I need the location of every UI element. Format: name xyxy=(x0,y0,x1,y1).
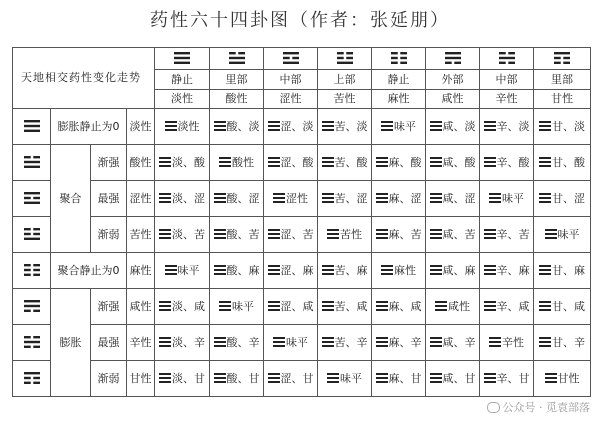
hexagram-icon xyxy=(322,121,334,132)
hexagram-cell xyxy=(534,145,591,181)
cell-text: 淡、甘 xyxy=(172,371,205,385)
hexagram-cell xyxy=(264,217,318,253)
hexagram-cell xyxy=(318,253,372,289)
hexagram-icon xyxy=(484,157,496,168)
cell-text: 酸、辛 xyxy=(226,335,260,349)
hexagram-icon xyxy=(165,121,177,132)
hexagram-cell xyxy=(372,181,426,217)
hexagram-cell xyxy=(480,109,534,145)
row-nature-2: 涩性 xyxy=(127,181,155,217)
hexagram-icon xyxy=(430,157,442,168)
cell-text: 涩、咸 xyxy=(280,299,314,313)
gen-gen-icon xyxy=(554,52,570,65)
row-nature-7: 甘性 xyxy=(127,361,155,397)
hexagram-icon xyxy=(539,301,551,312)
col-position-1: 里部 xyxy=(210,70,264,90)
hexagram-icon xyxy=(484,301,496,312)
gen-kan-icon xyxy=(499,52,515,65)
cell-text: 涩、酸 xyxy=(280,155,314,169)
row-nature-1: 酸性 xyxy=(127,145,155,181)
hexagram-cell xyxy=(534,109,591,145)
hexagram-cell xyxy=(155,145,210,181)
hexagram-icon xyxy=(159,337,171,348)
gen-qian-icon xyxy=(174,52,190,65)
hexagram-cell xyxy=(372,361,426,397)
hexagram-icon xyxy=(381,265,393,276)
hexagram-cell xyxy=(318,181,372,217)
gen-kun-icon xyxy=(391,52,407,65)
gen-kun-icon xyxy=(24,264,40,277)
hexagram-icon xyxy=(214,373,226,384)
hexagram-icon xyxy=(159,157,171,168)
row-label-7: 渐弱 xyxy=(91,361,127,397)
col-trigram-2 xyxy=(264,48,318,70)
cell-text: 苦、辛 xyxy=(334,335,368,349)
hexagram-icon xyxy=(214,193,226,204)
hexagram-icon xyxy=(273,337,285,348)
row-trigram-7 xyxy=(13,361,51,397)
hexagram-cell xyxy=(318,109,372,145)
row-trigram-2 xyxy=(13,181,51,217)
cell-text: 涩、淡 xyxy=(280,119,314,133)
hexagram-cell xyxy=(534,361,591,397)
hexagram-icon xyxy=(376,157,388,168)
cell-text: 辛、甘 xyxy=(496,371,530,385)
hexagram-icon xyxy=(430,229,442,240)
row-label-6: 最强 xyxy=(91,325,127,361)
hexagram-cell xyxy=(264,109,318,145)
col-nature-6: 辛性 xyxy=(480,90,534,109)
hexagram-icon xyxy=(376,373,388,384)
hexagram-cell xyxy=(210,361,264,397)
cell-text: 麻、酸 xyxy=(388,155,422,169)
hexagram-icon xyxy=(484,265,496,276)
table-row xyxy=(13,325,591,361)
cell-text: 味平 xyxy=(394,119,416,133)
table-row xyxy=(13,361,591,397)
hexagram-cell xyxy=(372,253,426,289)
hexagram-cell xyxy=(426,325,480,361)
hexagram-cell xyxy=(480,253,534,289)
hexagram-cell xyxy=(155,253,210,289)
hexagram-icon xyxy=(484,373,496,384)
watermark-text: 公众号 · 觅袁部落 xyxy=(502,401,590,414)
hexagram-cell xyxy=(155,217,210,253)
hexagram-icon xyxy=(539,121,551,132)
hexagram-cell xyxy=(155,289,210,325)
hexagram-cell xyxy=(480,217,534,253)
hexagram-icon xyxy=(165,265,177,276)
cell-text: 味平 xyxy=(232,299,254,313)
col-nature-4: 麻性 xyxy=(372,90,426,109)
row-trigram-4 xyxy=(13,253,51,289)
row-label-5: 渐强 xyxy=(91,289,127,325)
row-nature-4: 麻性 xyxy=(127,253,155,289)
hexagram-cell xyxy=(264,325,318,361)
gen-qian-icon xyxy=(24,120,40,133)
hexagram-cell xyxy=(318,325,372,361)
cell-text: 淡、辛 xyxy=(172,335,205,349)
hexagram-cell xyxy=(264,253,318,289)
cell-text: 咸、甘 xyxy=(442,371,476,385)
table-row xyxy=(13,289,591,325)
cell-text: 甘、咸 xyxy=(552,299,585,313)
hexagram-table xyxy=(12,47,591,397)
col-position-6: 中部 xyxy=(480,70,534,90)
hexagram-cell xyxy=(318,361,372,397)
hexagram-icon xyxy=(539,193,551,204)
hexagram-cell xyxy=(318,289,372,325)
col-trigram-3 xyxy=(318,48,372,70)
col-position-4: 静止 xyxy=(372,70,426,90)
gen-dui-icon xyxy=(24,156,40,169)
cell-text: 苦、酸 xyxy=(334,155,368,169)
hexagram-icon xyxy=(322,193,334,204)
row-trigram-0 xyxy=(13,109,51,145)
row-nature-0: 淡性 xyxy=(127,109,155,145)
gen-xun-icon xyxy=(445,52,461,65)
table-row xyxy=(13,145,591,181)
cell-text: 苦、涩 xyxy=(334,191,368,205)
page-title: 药性六十四卦图（作者：张延朋） xyxy=(150,10,450,31)
cell-text: 麻、苦 xyxy=(388,227,422,241)
cell-text: 酸性 xyxy=(232,155,254,169)
row-trigram-3 xyxy=(13,217,51,253)
cell-text: 咸、辛 xyxy=(442,335,476,349)
cell-text: 味平 xyxy=(177,263,200,277)
col-nature-0: 淡性 xyxy=(155,90,210,109)
cell-text: 味平 xyxy=(340,371,362,385)
hexagram-cell xyxy=(426,145,480,181)
cell-text: 辛、苦 xyxy=(496,227,530,241)
hexagram-cell xyxy=(372,217,426,253)
hexagram-cell xyxy=(534,289,591,325)
col-trigram-7 xyxy=(534,48,591,70)
hexagram-cell xyxy=(210,145,264,181)
col-position-7: 里部 xyxy=(534,70,591,90)
hexagram-cell xyxy=(210,325,264,361)
col-position-0: 静止 xyxy=(155,70,210,90)
group-label: 膨胀 xyxy=(51,289,91,397)
hexagram-icon xyxy=(268,229,280,240)
col-nature-3: 苦性 xyxy=(318,90,372,109)
cell-text: 甘、酸 xyxy=(552,155,585,169)
cell-text: 咸、淡 xyxy=(442,119,476,133)
cell-text: 味平 xyxy=(557,227,580,241)
cell-text: 辛性 xyxy=(502,335,524,349)
hexagram-icon xyxy=(430,373,442,384)
hexagram-cell xyxy=(534,253,591,289)
hexagram-icon xyxy=(545,229,557,240)
cell-text: 苦、麻 xyxy=(334,263,368,277)
hexagram-cell xyxy=(426,217,480,253)
hexagram-cell xyxy=(264,289,318,325)
hexagram-cell xyxy=(426,289,480,325)
gen-xun-icon xyxy=(24,300,40,313)
row-label-1: 渐强 xyxy=(91,145,127,181)
cell-text: 咸性 xyxy=(448,299,470,313)
row-label-2: 最强 xyxy=(91,181,127,217)
hexagram-icon xyxy=(268,265,280,276)
hexagram-icon xyxy=(484,229,496,240)
gen-zhen-icon xyxy=(337,52,353,65)
hexagram-cell xyxy=(210,253,264,289)
hexagram-cell xyxy=(426,109,480,145)
col-nature-7: 甘性 xyxy=(534,90,591,109)
hexagram-icon xyxy=(214,337,226,348)
row-trigram-1 xyxy=(13,145,51,181)
col-trigram-6 xyxy=(480,48,534,70)
hexagram-icon xyxy=(327,229,339,240)
cell-text: 麻、涩 xyxy=(388,191,422,205)
col-position-5: 外部 xyxy=(426,70,480,90)
hexagram-icon xyxy=(214,229,226,240)
hexagram-icon xyxy=(322,337,334,348)
watermark xyxy=(487,399,591,415)
col-position-2: 中部 xyxy=(264,70,318,90)
hexagram-cell xyxy=(480,361,534,397)
hexagram-icon xyxy=(539,265,551,276)
cell-text: 淡、酸 xyxy=(172,155,205,169)
cell-text: 酸、麻 xyxy=(226,263,260,277)
table-row xyxy=(13,181,591,217)
row-nature-5: 咸性 xyxy=(127,289,155,325)
hexagram-icon xyxy=(268,121,280,132)
cell-text: 麻、辛 xyxy=(388,335,422,349)
cell-text: 辛、淡 xyxy=(496,119,530,133)
cell-text: 酸、淡 xyxy=(226,119,260,133)
col-trigram-4 xyxy=(372,48,426,70)
hexagram-cell xyxy=(210,217,264,253)
cell-text: 淡、咸 xyxy=(172,299,205,313)
hexagram-cell xyxy=(318,145,372,181)
hexagram-cell xyxy=(480,325,534,361)
col-nature-2: 涩性 xyxy=(264,90,318,109)
cell-text: 苦、咸 xyxy=(334,299,368,313)
hexagram-cell xyxy=(372,109,426,145)
col-trigram-5 xyxy=(426,48,480,70)
cell-text: 酸、涩 xyxy=(226,191,260,205)
table-row xyxy=(13,217,591,253)
cell-text: 酸、苦 xyxy=(226,227,260,241)
gen-li-icon xyxy=(24,192,40,205)
gen-gen-icon xyxy=(24,372,40,385)
hexagram-icon xyxy=(539,157,551,168)
hexagram-cell xyxy=(210,181,264,217)
hexagram-cell xyxy=(264,145,318,181)
cell-text: 苦性 xyxy=(340,227,362,241)
hexagram-cell xyxy=(210,289,264,325)
cell-text: 辛、麻 xyxy=(496,263,530,277)
row-trigram-5 xyxy=(13,289,51,325)
cell-text: 咸、涩 xyxy=(442,191,476,205)
col-position-3: 上部 xyxy=(318,70,372,90)
hexagram-cell xyxy=(534,325,591,361)
cell-text: 咸、酸 xyxy=(442,155,476,169)
hexagram-cell xyxy=(155,361,210,397)
cell-text: 苦、淡 xyxy=(334,119,368,133)
col-nature-1: 酸性 xyxy=(210,90,264,109)
gen-dui-icon xyxy=(229,52,245,65)
col-nature-5: 咸性 xyxy=(426,90,480,109)
cell-text: 甘性 xyxy=(557,371,580,385)
gen-kan-icon xyxy=(24,336,40,349)
hexagram-icon xyxy=(376,193,388,204)
cell-text: 涩、麻 xyxy=(280,263,314,277)
cell-text: 甘、辛 xyxy=(552,335,585,349)
hexagram-cell xyxy=(155,325,210,361)
hexagram-icon xyxy=(268,157,280,168)
hexagram-cell xyxy=(480,181,534,217)
row-nature-6: 辛性 xyxy=(127,325,155,361)
cell-text: 涩性 xyxy=(286,191,308,205)
hexagram-icon xyxy=(430,121,442,132)
hexagram-icon xyxy=(268,373,280,384)
cell-text: 涩、苦 xyxy=(280,227,314,241)
cell-text: 甘、麻 xyxy=(552,263,585,277)
corner-label: 天地相交药性变化走势 xyxy=(13,48,155,109)
row-label-4: 聚合静止为0 xyxy=(51,253,127,289)
hexagram-icon xyxy=(327,373,339,384)
hexagram-cell xyxy=(372,145,426,181)
cell-text: 淡性 xyxy=(177,119,200,133)
cell-text: 麻、甘 xyxy=(388,371,422,385)
hexagram-icon xyxy=(322,157,334,168)
col-trigram-0 xyxy=(155,48,210,70)
hexagram-icon xyxy=(484,121,496,132)
cell-text: 味平 xyxy=(502,191,524,205)
wechat-icon xyxy=(487,402,500,413)
col-trigram-1 xyxy=(210,48,264,70)
cell-text: 甘、淡 xyxy=(552,119,585,133)
hexagram-cell xyxy=(155,109,210,145)
cell-text: 咸、麻 xyxy=(442,263,476,277)
hexagram-cell xyxy=(426,253,480,289)
hexagram-icon xyxy=(545,373,557,384)
hexagram-icon xyxy=(430,337,442,348)
table-row xyxy=(13,253,591,289)
table-row xyxy=(13,109,591,145)
hexagram-cell xyxy=(155,181,210,217)
hexagram-icon xyxy=(489,193,501,204)
hexagram-cell xyxy=(372,289,426,325)
hexagram-icon xyxy=(219,301,231,312)
cell-text: 酸、甘 xyxy=(226,371,260,385)
hexagram-icon xyxy=(539,337,551,348)
hexagram-icon xyxy=(214,265,226,276)
hexagram-cell xyxy=(480,145,534,181)
hexagram-icon xyxy=(376,337,388,348)
row-label-0: 膨胀静止为0 xyxy=(51,109,127,145)
hexagram-cell xyxy=(372,325,426,361)
hexagram-cell xyxy=(534,217,591,253)
hexagram-icon xyxy=(273,193,285,204)
cell-text: 辛、咸 xyxy=(496,299,530,313)
cell-text: 辛、酸 xyxy=(496,155,530,169)
hexagram-cell xyxy=(264,361,318,397)
hexagram-icon xyxy=(376,301,388,312)
cell-text: 淡、涩 xyxy=(172,191,205,205)
cell-text: 淡、苦 xyxy=(172,227,205,241)
group-label: 聚合 xyxy=(51,145,91,253)
cell-text: 味平 xyxy=(286,335,308,349)
hexagram-cell xyxy=(318,217,372,253)
cell-text: 甘、涩 xyxy=(552,191,585,205)
hexagram-cell xyxy=(534,181,591,217)
row-nature-3: 苦性 xyxy=(127,217,155,253)
hexagram-cell xyxy=(264,181,318,217)
hexagram-icon xyxy=(268,301,280,312)
hexagram-cell xyxy=(480,289,534,325)
hexagram-icon xyxy=(322,301,334,312)
cell-text: 涩、甘 xyxy=(280,371,314,385)
hexagram-icon xyxy=(159,229,171,240)
row-trigram-6 xyxy=(13,325,51,361)
hexagram-icon xyxy=(435,301,447,312)
hexagram-cell xyxy=(426,181,480,217)
hexagram-cell xyxy=(426,361,480,397)
hexagram-icon xyxy=(430,193,442,204)
hexagram-icon xyxy=(219,157,231,168)
hexagram-icon xyxy=(489,337,501,348)
hexagram-icon xyxy=(376,229,388,240)
hexagram-cell xyxy=(210,109,264,145)
hexagram-icon xyxy=(214,121,226,132)
cell-text: 麻性 xyxy=(394,263,416,277)
cell-text: 麻、咸 xyxy=(388,299,422,313)
hexagram-icon xyxy=(322,265,334,276)
hexagram-icon xyxy=(159,373,171,384)
gen-li-icon xyxy=(283,52,299,65)
cell-text: 咸、苦 xyxy=(442,227,476,241)
hexagram-icon xyxy=(159,301,171,312)
hexagram-icon xyxy=(159,193,171,204)
hexagram-icon xyxy=(430,265,442,276)
row-label-3: 渐弱 xyxy=(91,217,127,253)
gen-zhen-icon xyxy=(24,228,40,241)
hexagram-icon xyxy=(381,121,393,132)
